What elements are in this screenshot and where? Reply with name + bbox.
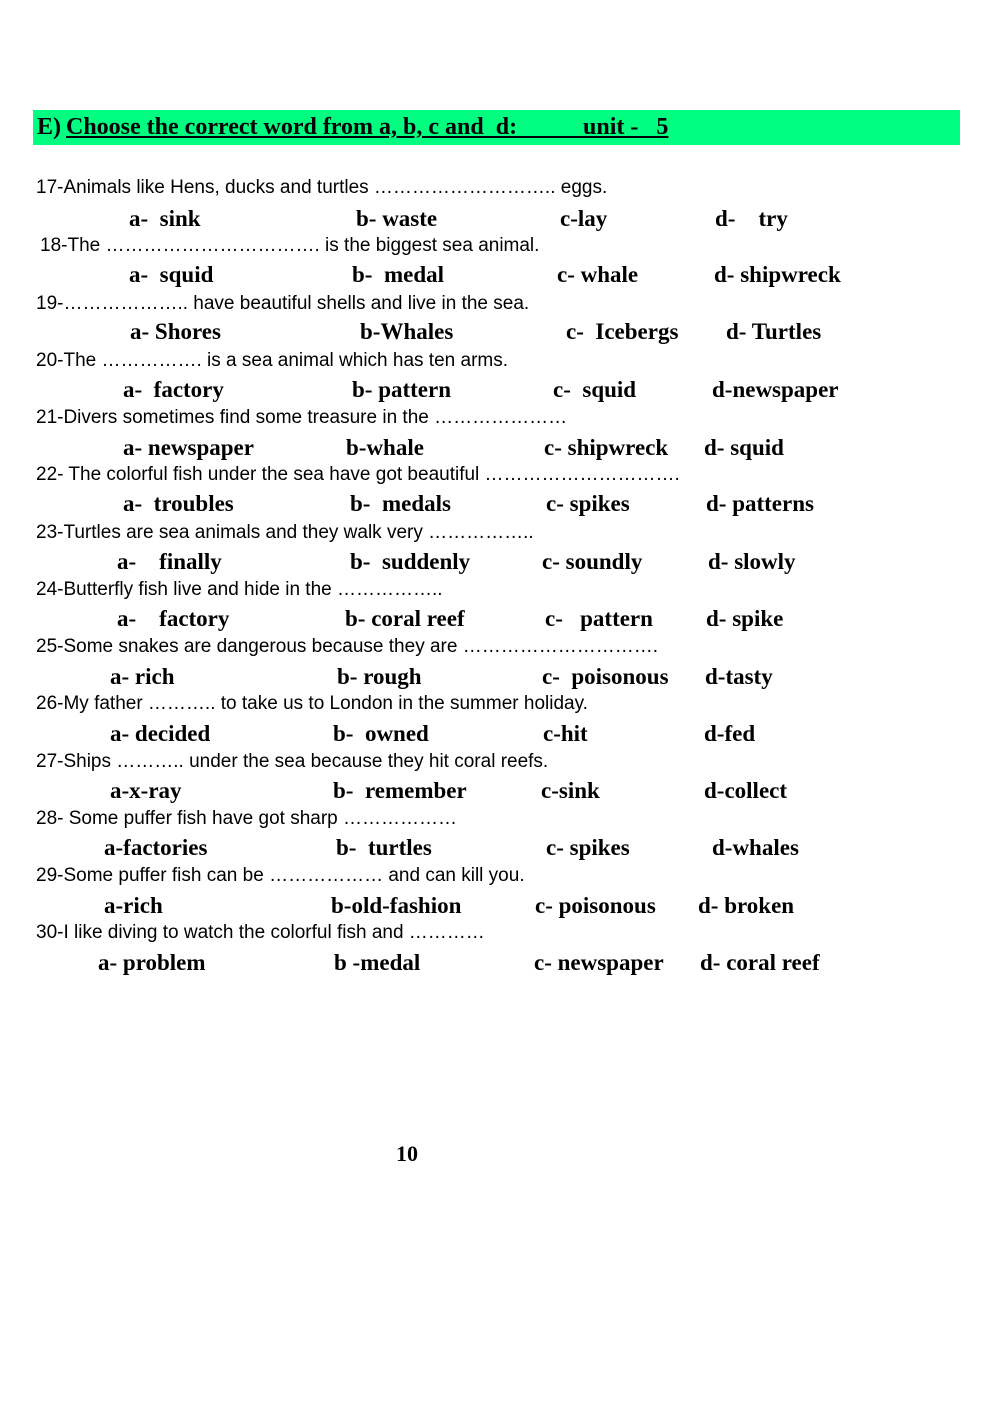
option-b: b- turtles — [336, 835, 432, 860]
question-21: 21-Divers sometimes find some treasure in the ………………… — [36, 407, 568, 428]
options-24 — [0, 604, 992, 634]
option-d: d- coral reef — [700, 950, 820, 975]
option-b: b- remember — [333, 778, 467, 803]
option-d: d- slowly — [708, 549, 796, 574]
page-number: 10 — [396, 1141, 418, 1166]
question-22: 22- The colorful fish under the sea have got beautiful …………………………. — [36, 464, 680, 485]
option-b: b-whale — [346, 435, 424, 460]
option-d: d-collect — [704, 778, 788, 803]
option-d: d- spike — [706, 606, 784, 631]
option-a: a-rich — [104, 893, 163, 918]
option-c: c- shipwreck — [544, 435, 669, 460]
option-a: a- factory — [117, 606, 230, 631]
option-d: d- Turtles — [726, 319, 822, 344]
question-18: 18-The ……………………………. is the biggest sea animal. — [40, 235, 540, 256]
option-c: c- squid — [553, 377, 637, 402]
question-26: 26-My father ……….. to take us to London in the summer holiday. — [36, 693, 588, 714]
options-26 — [0, 719, 992, 749]
options-22 — [0, 489, 992, 519]
question-29: 29-Some puffer fish can be ……………… and can kill you. — [36, 865, 525, 886]
question-27: 27-Ships ……….. under the sea because they hit coral reefs. — [36, 751, 549, 772]
question-30: 30-I like diving to watch the colorful fish and ………… — [36, 922, 485, 943]
option-b: b- rough — [337, 664, 422, 689]
option-d: d-fed — [704, 721, 756, 746]
options-25 — [0, 662, 992, 692]
option-c: c- pattern — [545, 606, 653, 631]
option-b: b-old-fashion — [331, 893, 462, 918]
question-19: 19-……………….. have beautiful shells and live in the sea. — [36, 293, 530, 314]
options-29 — [0, 891, 992, 921]
question-25: 25-Some snakes are dangerous because they are …………………………. — [36, 636, 658, 657]
option-a: a- newspaper — [123, 435, 254, 460]
option-c: c-lay — [560, 206, 608, 231]
option-b: b- owned — [333, 721, 429, 746]
section-letter: E) — [37, 114, 61, 140]
options-18 — [0, 260, 992, 290]
option-d: d- broken — [698, 893, 795, 918]
option-a: a- decided — [110, 721, 211, 746]
options-20 — [0, 375, 992, 405]
option-a: a- Shores — [130, 319, 221, 344]
question-17: 17-Animals like Hens, ducks and turtles ……………………….. eggs. — [36, 177, 608, 198]
question-24: 24-Butterfly fish live and hide in the …………….. — [36, 579, 443, 600]
option-d: d- squid — [704, 435, 784, 460]
option-a: a- finally — [117, 549, 222, 574]
option-d: d-tasty — [705, 664, 773, 689]
option-b: b- waste — [356, 206, 438, 231]
option-d: d- try — [715, 206, 788, 231]
section-instruction: Choose the correct word from a, b, c and d: unit - 5 — [66, 114, 669, 140]
option-b: b-Whales — [360, 319, 454, 344]
option-b: b -medal — [334, 950, 421, 975]
option-b: b- medals — [350, 491, 451, 516]
option-c: c- whale — [557, 262, 639, 287]
option-c: c-sink — [541, 778, 600, 803]
options-27 — [0, 776, 992, 806]
question-28: 28- Some puffer fish have got sharp ……………… — [36, 808, 457, 829]
option-c: c- spikes — [546, 491, 630, 516]
option-d: d-whales — [712, 835, 799, 860]
options-19 — [0, 317, 992, 347]
option-a: a- rich — [110, 664, 175, 689]
question-20: 20-The ……………. is a sea animal which has ten arms. — [36, 350, 509, 371]
option-b: b- medal — [352, 262, 444, 287]
options-17 — [0, 204, 992, 234]
option-a: a- problem — [98, 950, 206, 975]
options-30 — [0, 948, 992, 978]
option-a: a- troubles — [123, 491, 234, 516]
option-c: c- poisonous — [542, 664, 669, 689]
question-23: 23-Turtles are sea animals and they walk very …………….. — [36, 522, 534, 543]
option-d: d- shipwreck — [714, 262, 841, 287]
option-b: b- suddenly — [350, 549, 471, 574]
option-c: c- Icebergs — [566, 319, 679, 344]
option-d: d-newspaper — [712, 377, 839, 402]
option-d: d- patterns — [706, 491, 814, 516]
option-c: c- poisonous — [535, 893, 656, 918]
option-c: c- soundly — [542, 549, 643, 574]
option-c: c-hit — [543, 721, 588, 746]
option-a: a- sink — [129, 206, 201, 231]
options-21 — [0, 433, 992, 463]
options-23 — [0, 547, 992, 577]
section-header — [33, 110, 960, 145]
option-c: c- newspaper — [534, 950, 664, 975]
option-c: c- spikes — [546, 835, 630, 860]
option-a: a-x-ray — [110, 778, 182, 803]
option-a: a- squid — [129, 262, 214, 287]
option-b: b- coral reef — [345, 606, 465, 631]
option-a: a-factories — [104, 835, 208, 860]
option-a: a- factory — [123, 377, 224, 402]
option-b: b- pattern — [352, 377, 452, 402]
options-28 — [0, 833, 992, 863]
